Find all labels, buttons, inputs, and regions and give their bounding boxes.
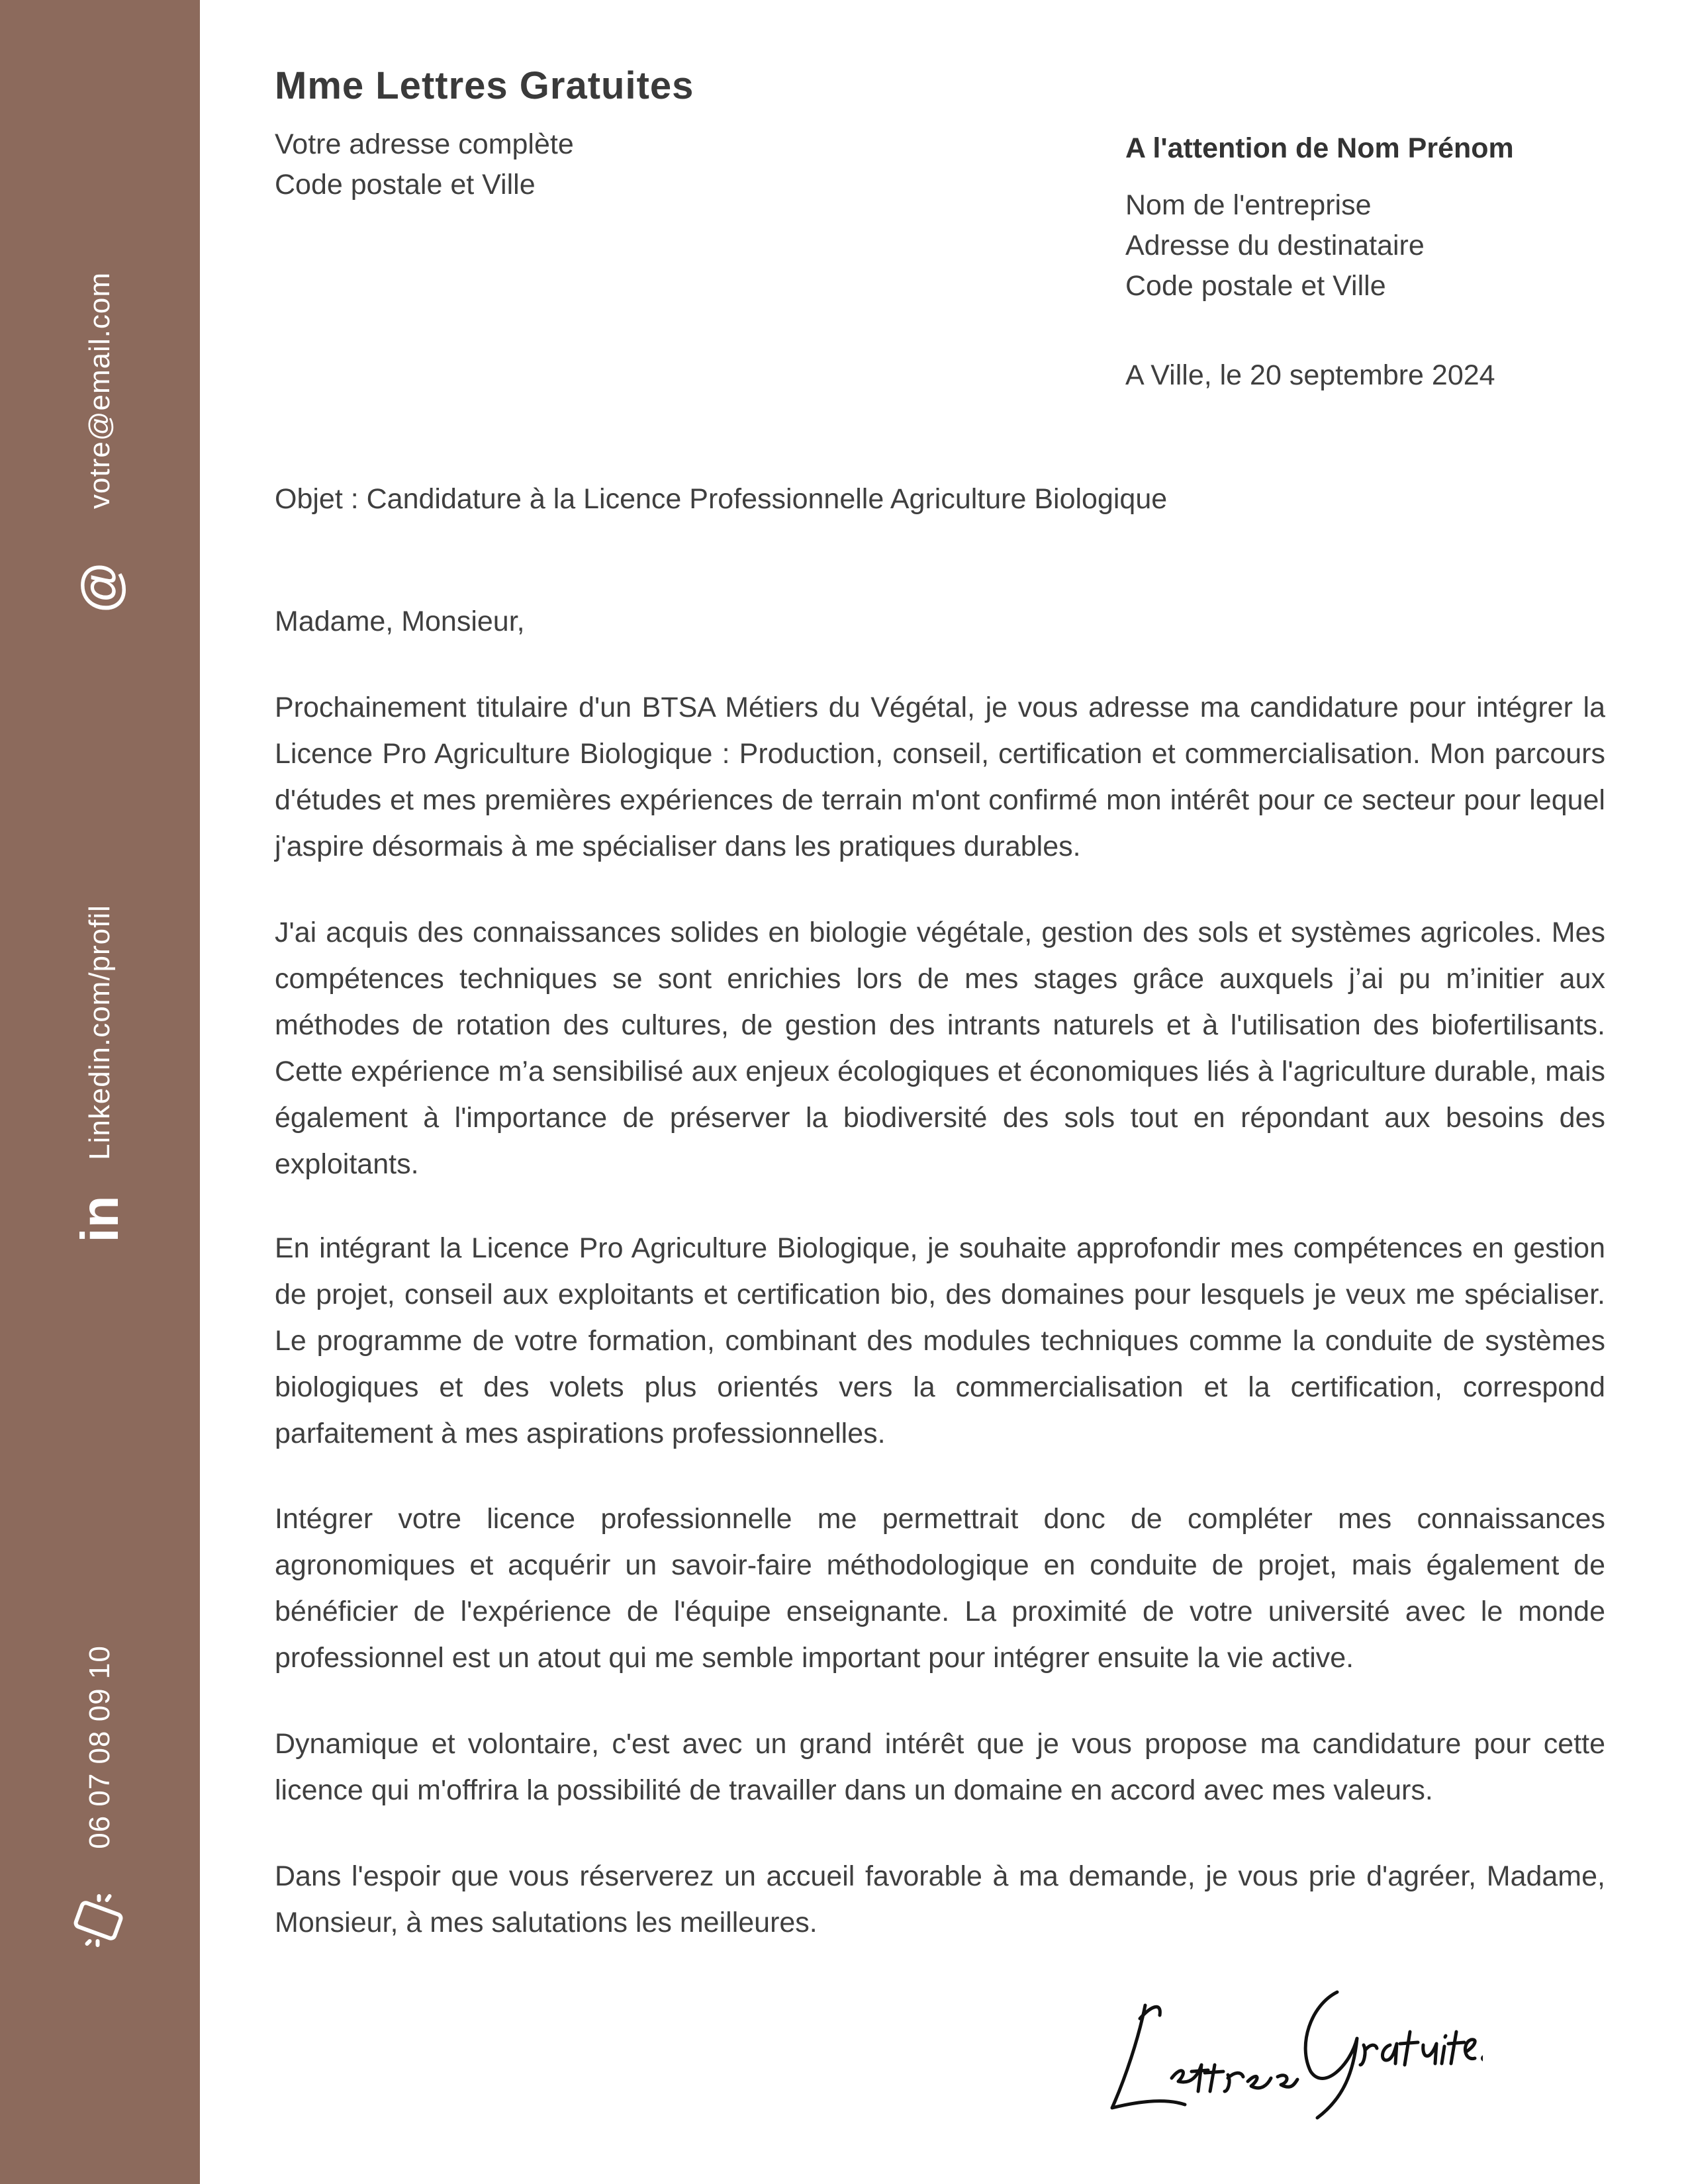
- recipient-company: Nom de l'entreprise: [1125, 189, 1372, 221]
- sender-name: Mme Lettres Gratuites: [275, 64, 694, 107]
- paragraph-2: [275, 909, 1605, 1187]
- phone-icon: [70, 1892, 130, 1949]
- sender-city: Code postale et Ville: [275, 169, 536, 201]
- paragraph-text: Prochainement titulaire d'un BTSA Métiers du Végétal, je vous adresse ma candidature pour intégrer la Licence Pro Agriculture Biologique : Production, conseil, certification et commercialisation. Mon parcours d'études et mes premières expériences de terrain m'ont confirmé mon intérêt pour ce secteur pour lequel j'aspire désormais à me spécialiser dans les pratiques durables.: [275, 692, 1605, 862]
- linkedin-text[interactable]: Linkedin.com/profil: [83, 905, 116, 1160]
- paragraph-4: [275, 1496, 1605, 1681]
- at-icon: @: [70, 562, 129, 614]
- salutation: [275, 598, 1605, 645]
- paragraph-text: En intégrant la Licence Pro Agriculture Biologique, je souhaite approfondir mes compétences en gestion de projet, conseil aux exploitants et certification bio, des domaines pour lesquels je veux me spécialiser. Le programme de votre formation, combinant des modules techniques comme la conduite de systèmes biologiques et des volets plus orientés vers la commercialisation et la certification, correspond parfaitement à mes aspirations professionnelles.: [275, 1232, 1605, 1449]
- linkedin-icon: in: [70, 1195, 129, 1243]
- salutation-text: Madame, Monsieur,: [275, 606, 525, 637]
- letter-date: A Ville, le 20 septembre 2024: [1125, 359, 1495, 391]
- paragraph-text: Dynamique et volontaire, c'est avec un grand intérêt que je vous propose ma candidature pour cette licence qui m'offrira la possibilité de travailler dans un domaine en accord avec mes valeurs.: [275, 1728, 1605, 1806]
- paragraph-text: J'ai acquis des connaissances solides en biologie végétale, gestion des sols et systèmes agricoles. Mes compétences techniques se sont enrichies lors de mes stages grâce auxquels j’ai pu m’initier aux méthodes de rotation des cultures, de gestion des intrants naturels et à l'utilisation des biofertilisants. Cette expérience m’a sensibilisé aux enjeux écologiques et économiques liés à l'agriculture durable, mais également à l'importance de préserver la biodiversité des sols tout en répondant aux besoins des exploitants.: [275, 917, 1605, 1180]
- paragraph-6: [275, 1853, 1605, 1946]
- paragraph-3: [275, 1225, 1605, 1457]
- paragraph-5: [275, 1721, 1605, 1813]
- paragraph-text: Dans l'espoir que vous réserverez un accueil favorable à ma demande, je vous prie d'agréer, Madame, Monsieur, à mes salutations les meilleures.: [275, 1860, 1605, 1938]
- recipient-address: Adresse du destinataire: [1125, 230, 1425, 261]
- signature: [1099, 1966, 1483, 2128]
- sender-address: Votre adresse complète: [275, 128, 574, 160]
- sidebar: [0, 0, 200, 2184]
- paragraph-text: Intégrer votre licence professionnelle me permettrait donc de compléter mes connaissances agronomiques et acquérir un savoir-faire méthodologique en conduite de projet, mais également de bénéficier de l'expérience de l'équipe enseignante. La proximité de votre université avec le monde professionnel est un atout qui me semble important pour intégrer ensuite la vie active.: [275, 1503, 1605, 1674]
- recipient-city: Code postale et Ville: [1125, 270, 1386, 302]
- paragraph-1: [275, 684, 1605, 870]
- phone-text[interactable]: 06 07 08 09 10: [83, 1645, 116, 1849]
- letter-object: Objet : Candidature à la Licence Professionnelle Agriculture Biologique: [275, 483, 1168, 515]
- recipient-attention: A l'attention de Nom Prénom: [1125, 132, 1514, 164]
- email-text[interactable]: votre@email.com: [83, 272, 116, 509]
